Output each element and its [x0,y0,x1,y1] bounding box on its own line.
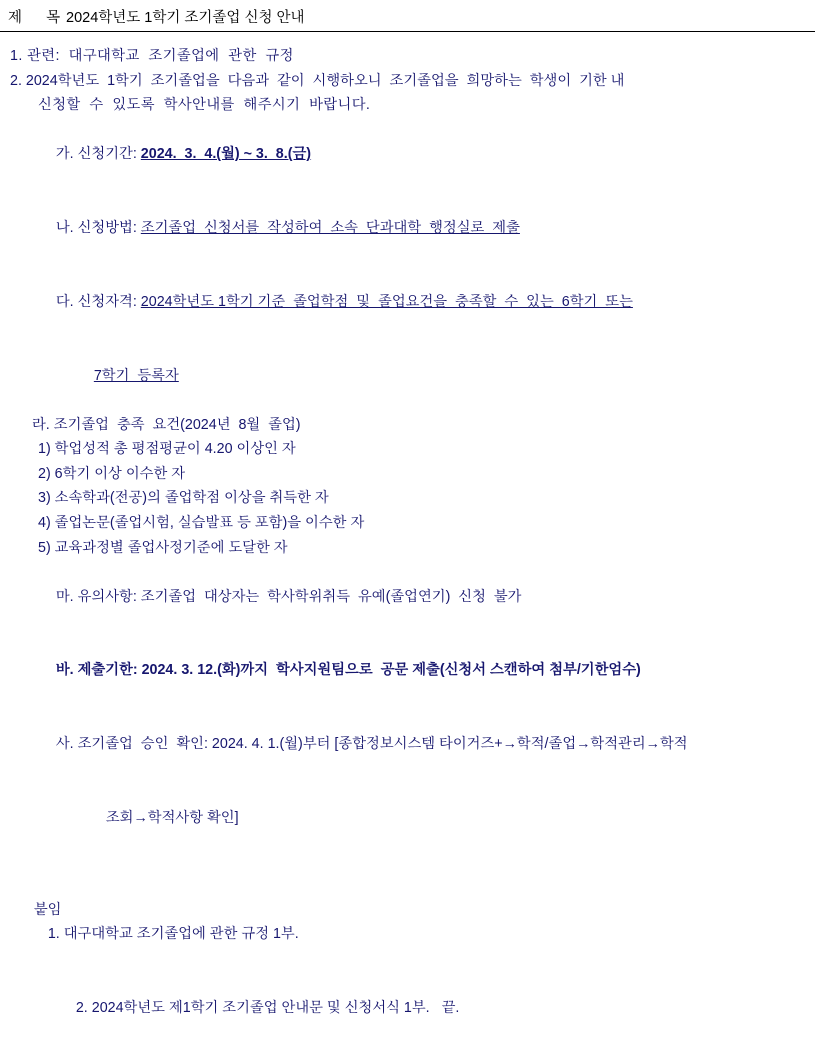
item-ga-value: 2024. 3. 4.(월) ~ 3. 8.(금) [140,146,312,163]
item-sa-label: 사. 조기졸업 승인 확인: [55,736,212,753]
item-ba [32,634,805,708]
attachment-row-2 [52,971,805,1045]
item-na-value: 조기졸업 신청서를 작성하여 소속 단과대학 행정실로 제출 [140,220,520,237]
document-body [0,32,815,873]
item-ra-sub-3: 3) 소속학과(전공)의 졸업학점 이상을 취득한 자 [38,490,329,507]
item-da [32,265,805,339]
clause-1: 1. 관련: 대구대학교 조기졸업에 관한 규정 [10,48,294,64]
item-sa [32,708,805,782]
item-da-cont [70,339,805,413]
item-ra: 라. 조기졸업 충족 요건(2024년 8월 졸업) [32,416,301,433]
item-ra-sub-4: 4) 졸업논문(졸업시험, 실습발표 등 포함)을 이수한 자 [38,514,365,531]
attachment-row-1 [10,873,805,971]
item-ma [32,560,805,634]
page-title: 2024학년도 1학기 조기졸업 신청 안내 [66,10,305,26]
item-sa-value-line-1: 2024. 4. 1.(월)부터 [종합정보시스템 타이거즈+→학적/졸업→학적관리→학적 [211,736,688,753]
item-ra-sub-5: 5) 교육과정별 졸업사정기준에 도달한 자 [38,539,288,556]
spacer [10,855,805,873]
item-da-value-line-2: 7학기 등록자 [93,367,179,384]
item-ra-sub-2: 2) 6학기 이상 이수한 자 [38,465,186,482]
item-na [32,191,805,265]
clause-2-line-2: 신청할 수 있도록 학사안내를 해주시기 바랍니다. [38,97,371,114]
item-ga [32,118,805,192]
clause-2-line-1: 2. 2024학년도 1학기 조기졸업을 다음과 같이 시행하오니 조기졸업을 희망하는 학생이 기한 내 [10,72,625,89]
title-field-label: 제 목 [8,10,61,26]
attachment-item-1: 1. 대구대학교 조기졸업에 관한 규정 1부. [47,926,299,943]
item-ra-sub-1: 1) 학업성적 총 평점평균이 4.20 이상인 자 [38,441,296,458]
item-ba-value: 2024. 3. 12.(화)까지 학사지원팀으로 공문 제출(신청서 스캔하여 첨부/기한엄수) [141,662,641,679]
item-da-value-line-1: 2024학년도 1학기 기준 졸업학점 및 졸업요건을 충족할 수 있는 6학기 또는 [140,293,633,310]
item-na-label: 나. 신청방법: [55,220,141,237]
item-ga-label: 가. 신청기간: [55,146,141,163]
item-sa-value-line-2: 조회→학적사항 확인] [105,809,239,826]
attachment-block [0,873,815,1045]
item-da-label: 다. 신청자격: [55,293,141,310]
item-ma-label: 마. 유의사항: [55,588,141,605]
item-ma-value: 조기졸업 대상자는 학사학위취득 유예(졸업연기) 신청 불가 [140,588,522,605]
item-ba-label: 바. 제출기한: [55,662,142,679]
attachment-label: 붙임 [33,901,62,918]
item-sa-cont [82,781,805,855]
attachment-item-2: 2. 2024학년도 제1학기 조기졸업 안내문 및 신청서식 1부. 끝. [75,999,460,1016]
document-title-row [0,0,815,32]
